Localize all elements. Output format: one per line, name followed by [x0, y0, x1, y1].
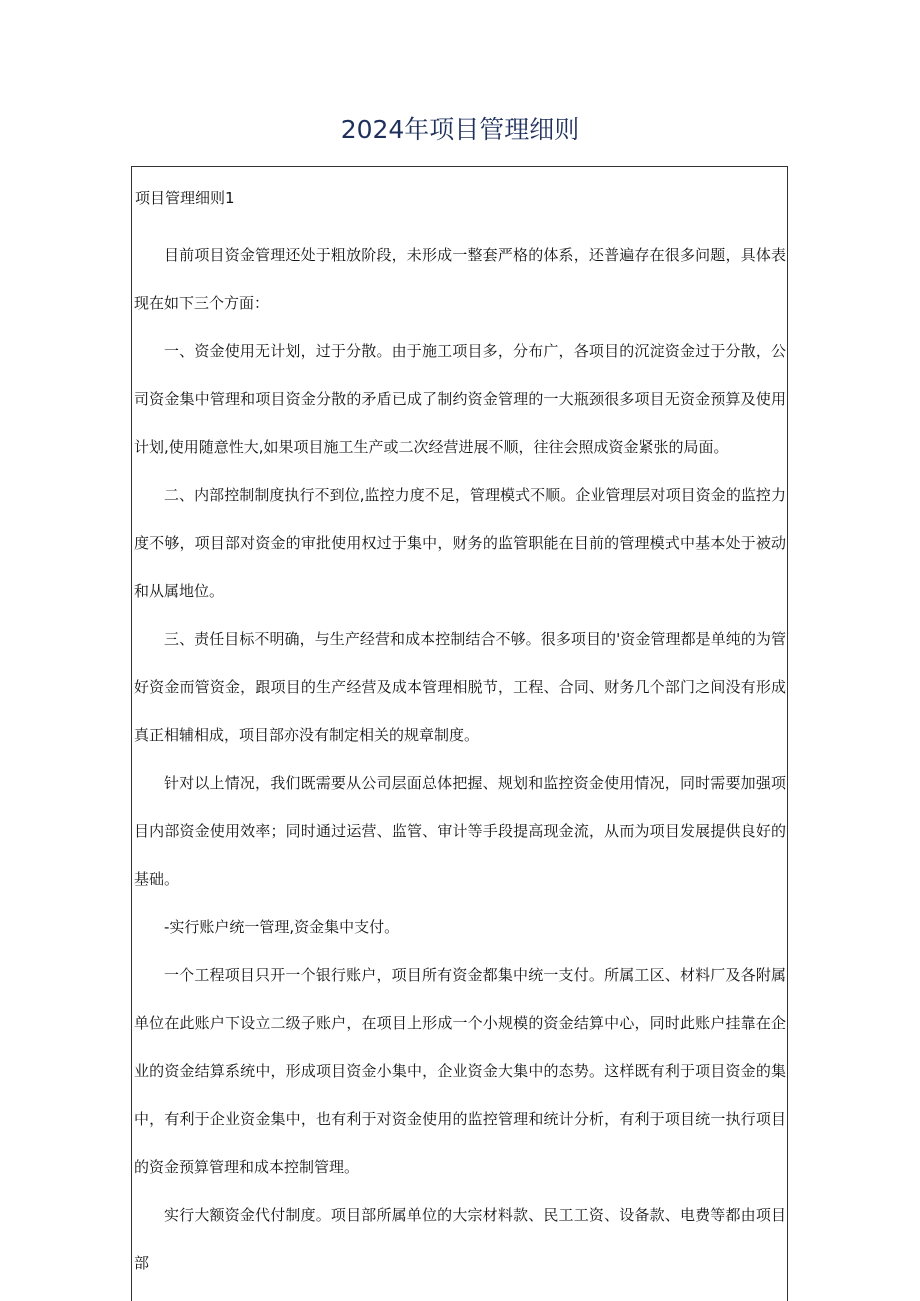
paragraph-point-2: 二、内部控制制度执行不到位,监控力度不足，管理模式不顺。企业管理层对项目资金的监控力度不够，项目部对资金的审批使用权过于集中，财务的监管职能在目前的管理模式中基本处于被动和从属地位。	[134, 486, 786, 600]
body-text	[134, 231, 786, 1287]
section-heading: 项目管理细则1	[135, 189, 235, 207]
paragraph-point-1: 一、资金使用无计划，过于分散。由于施工项目多，分布广，各项目的沉淀资金过于分散，公司资金集中管理和项目资金分散的矛盾已成了制约资金管理的一大瓶颈很多项目无资金预算及使用计划,使用随意性大,如果项目施工生产或二次经营进展不顺，往往会照成资金紧张的局面。	[134, 342, 786, 456]
paragraph-payment-system: 实行大额资金代付制度。项目部所属单位的大宗材料款、民工工资、设备款、电费等都由项目部	[134, 1206, 786, 1272]
document-title: 2024年项目管理细则	[340, 115, 580, 144]
paragraph-intro: 目前项目资金管理还处于粗放阶段，未形成一整套严格的体系，还普遍存在很多问题，具体表现在如下三个方面：	[134, 246, 786, 312]
paragraph-account-management: 一个工程项目只开一个银行账户，项目所有资金都集中统一支付。所属工区、材料厂及各附属单位在此账户下设立二级子账户，在项目上形成一个小规模的资金结算中心，同时此账户挂靠在企业的资金结算系统中，形成项目资金小集中，企业资金大集中的态势。这样既有利于项目资金的集中，有利于企业资金集中，也有利于对资金使用的监控管理和统计分析，有利于项目统一执行项目的资金预算管理和成本控制管理。	[134, 966, 786, 1176]
paragraph-point-3: 三、责任目标不明确，与生产经营和成本控制结合不够。很多项目的'资金管理都是单纯的为管好资金而管资金，跟项目的生产经营及成本管理相脱节，工程、合同、财务几个部门之间没有形成真正相辅相成，项目部亦没有制定相关的规章制度。	[134, 630, 786, 744]
paragraph-response: 针对以上情况，我们既需要从公司层面总体把握、规划和监控资金使用情况，同时需要加强项目内部资金使用效率；同时通过运营、监管、审计等手段提高现金流，从而为项目发展提供良好的基础。	[134, 774, 786, 888]
paragraph-measure-heading: -实行账户统一管理,资金集中支付。	[164, 918, 400, 936]
